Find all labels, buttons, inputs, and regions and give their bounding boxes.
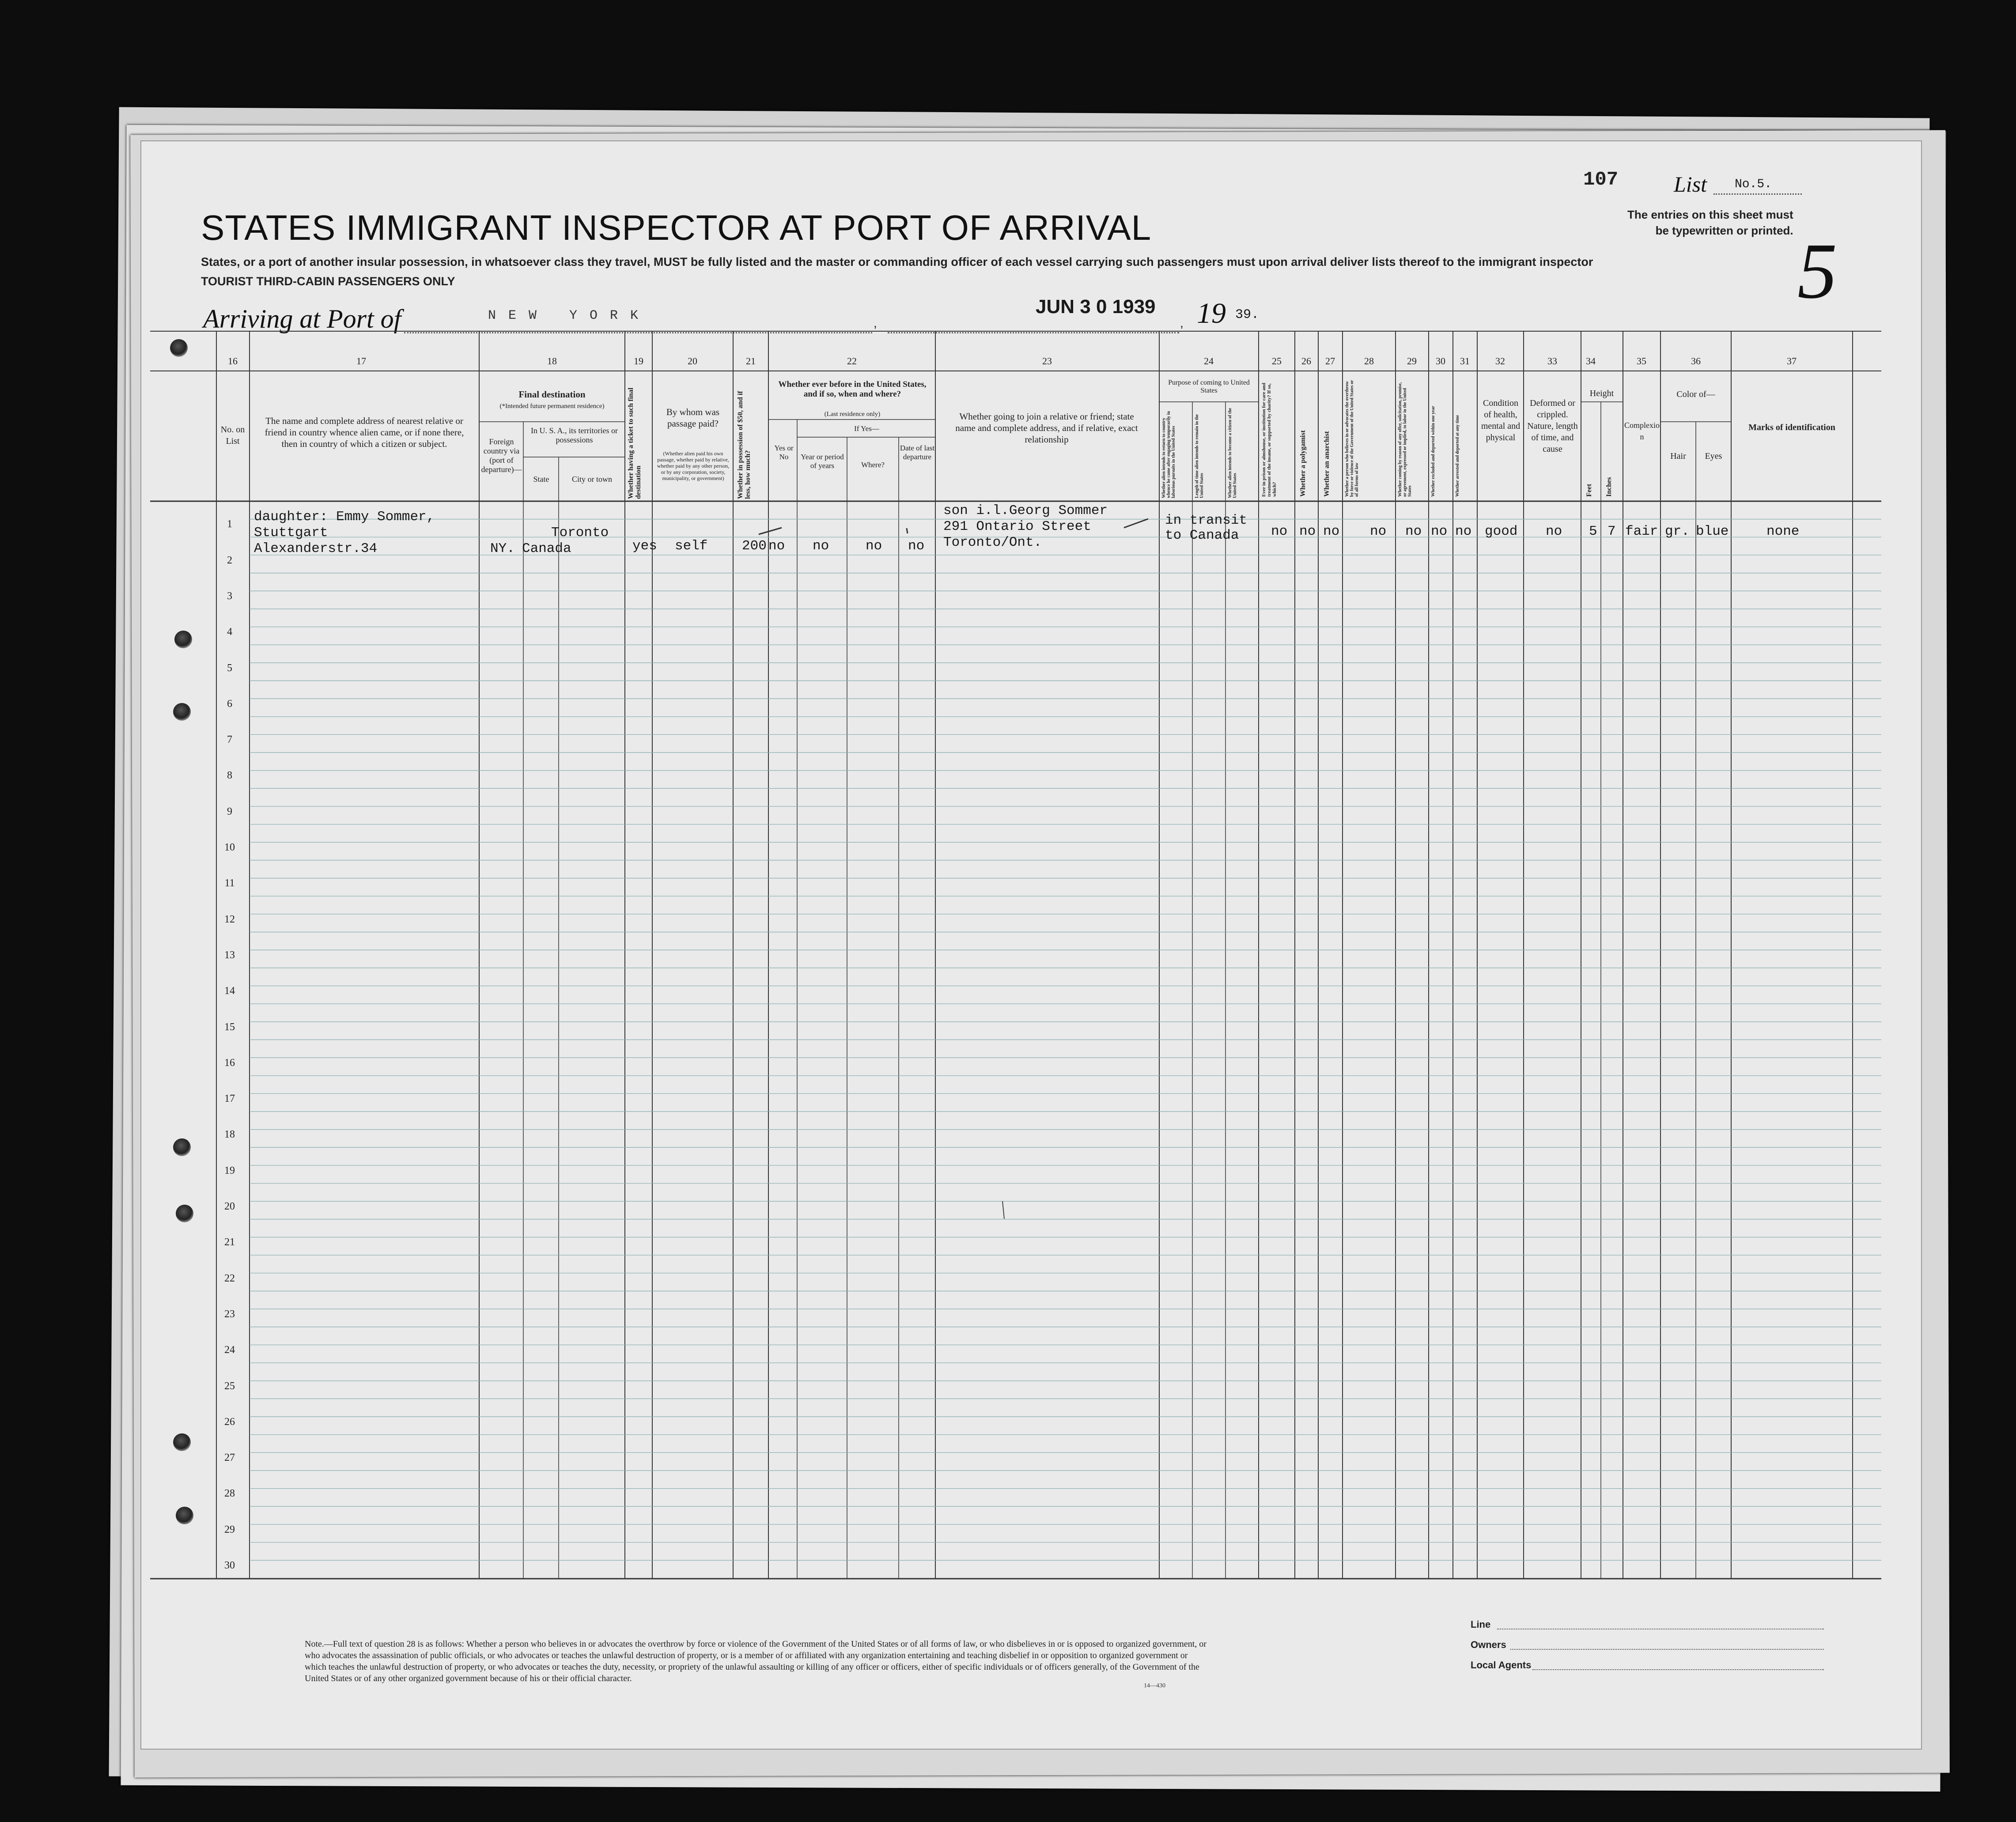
entry-money: 200 — [742, 538, 767, 554]
column-number: 27 — [1325, 355, 1335, 367]
stray-mark — [1002, 1201, 1004, 1219]
agents-field — [1532, 1669, 1824, 1670]
header-polygamist: Whether a polygamist — [1299, 430, 1307, 497]
entry-destination-city-top: Toronto — [551, 525, 609, 541]
comma: , — [874, 316, 877, 330]
entry-marks: none — [1766, 524, 1800, 539]
header-height: Height — [1589, 389, 1614, 398]
row-number: 30 — [224, 1560, 235, 1571]
entry-hair: gr. — [1665, 524, 1690, 539]
row-number: 19 — [224, 1164, 235, 1176]
entry-inches: 7 — [1608, 524, 1616, 539]
row-number: 17 — [224, 1093, 235, 1105]
header-where: Where? — [861, 461, 885, 469]
column-number: 30 — [1436, 355, 1445, 367]
entry-previously-years: no — [813, 538, 829, 554]
header-no-on-list: No. on List — [220, 425, 245, 446]
row-number: 9 — [227, 805, 232, 817]
header-citizen-intent: Whether alien intends to become a citizen of the United States — [1228, 408, 1237, 498]
row-number: 5 — [227, 662, 232, 674]
entry-destination-state: NY. — [490, 541, 515, 556]
row-number: 21 — [224, 1236, 235, 1248]
column-number: 29 — [1407, 355, 1417, 367]
header-arrested: Whether arrested and deported at any time — [1455, 415, 1460, 497]
entry-purpose-line-1: in transit — [1165, 513, 1248, 528]
entry-arrested: no — [1455, 524, 1472, 539]
entry-complexion: fair — [1625, 524, 1658, 539]
entries-note-line: The entries on this sheet must — [1627, 208, 1793, 221]
column-number: 36 — [1691, 355, 1701, 367]
entry-eyes: blue — [1696, 524, 1729, 539]
header-final-destination-note: (*Intended future permanent residence) — [499, 403, 605, 410]
entry-passage-paid: self — [675, 538, 708, 554]
column-number: 33 — [1547, 355, 1557, 367]
row-number: 24 — [224, 1344, 235, 1356]
header-final-destination: Final destination — [518, 389, 586, 400]
row-number: 8 — [227, 770, 232, 782]
header-prison-almshouse: Ever in prison or almshouse, or institution for care and treatment of the insane, or supported by charity? If so, which? — [1261, 382, 1277, 497]
header-if-yes: If Yes— — [854, 424, 879, 433]
header-complexion: Complexion — [1624, 421, 1660, 441]
header-fifty-dollars: Whether in possession of $50, and if less, how much? — [737, 391, 752, 499]
row-number: 20 — [224, 1201, 235, 1212]
page-title: STATES IMMIGRANT INSPECTOR AT PORT OF ARRIVAL — [201, 208, 1152, 247]
owners-label: Owners — [1471, 1639, 1506, 1650]
row-number: 1 — [227, 518, 232, 530]
row-number: 6 — [227, 698, 232, 710]
entry-excluded: no — [1431, 524, 1448, 539]
row-number: 18 — [224, 1129, 235, 1141]
header-ticket: Whether having a ticket to such final destination — [627, 387, 642, 499]
header-eyes: Eyes — [1705, 451, 1722, 461]
header-nearest-relative: The name and complete address of nearest relative or friend in country whence alien came, or if none there, then in country of which a citizen or subject. — [265, 416, 464, 449]
entry-deformed: no — [1546, 524, 1562, 539]
row-number: 29 — [224, 1523, 235, 1535]
list-label: List — [1674, 172, 1707, 197]
row-number: 25 — [224, 1380, 235, 1392]
entry-health: good — [1485, 524, 1518, 539]
entry-joining-line-2: 291 Ontario Street — [943, 519, 1091, 534]
column-number: 34 — [1586, 355, 1596, 367]
entry-polygamist: no — [1299, 524, 1316, 539]
header-deformed: Deformed or crippled. Nature, length of time, and cause — [1527, 398, 1578, 454]
header-excluded: Whether excluded and deported within one year — [1431, 406, 1436, 497]
header-length-of-stay: Length of time alien intends to remain in the United States — [1195, 414, 1204, 498]
header-date-departure: Date of last departure — [900, 444, 935, 461]
entry-question-28: no — [1370, 524, 1387, 539]
agents-label: Local Agents — [1471, 1659, 1532, 1671]
header-color-of: Color of— — [1676, 389, 1715, 399]
column-number: 18 — [547, 355, 557, 367]
header-yes-no: Yes or No — [774, 444, 794, 461]
header-feet: Feet — [1585, 484, 1593, 497]
row-number: 23 — [224, 1308, 235, 1320]
entry-destination-city: Canada — [522, 541, 571, 556]
header-years: Year or period of years — [801, 453, 844, 470]
entry-relative-line-1: daughter: Emmy Sommer, — [254, 509, 435, 525]
comma: , — [1180, 316, 1184, 330]
entry-anarchist: no — [1323, 524, 1340, 539]
column-number: 22 — [847, 355, 857, 367]
header-previously-in-us: Whether ever before in the United States, and if so, when and where? — [778, 380, 927, 399]
port-name: NEW YORK — [488, 308, 651, 323]
row-number: 15 — [224, 1021, 235, 1033]
header-question-28: Whether a person who believes in or advocates the overthrow by force or violence of the Government of the United States or of all forms of law — [1345, 380, 1359, 497]
entry-previously-where: no — [866, 538, 882, 554]
header-return-intent: Whether alien intends to return to country whence he came after engaging temporarily in laborious pursuits in the United States — [1161, 411, 1176, 498]
line-label: Line — [1471, 1619, 1491, 1630]
header-labor-offer: Whether coming by reason of any offer, solicitation, promise, or agreement, expressed or implied, to labor in the United States — [1398, 382, 1412, 497]
column-number: 23 — [1042, 355, 1052, 367]
entry-labor-offer: no — [1405, 524, 1422, 539]
column-number: 25 — [1272, 355, 1282, 367]
row-number: 16 — [224, 1057, 235, 1069]
header-last-residence: (Last residence only) — [824, 411, 881, 418]
header-city: City or town — [571, 475, 612, 484]
column-number: 28 — [1364, 355, 1374, 367]
row-number: 10 — [224, 842, 235, 853]
column-number: 26 — [1301, 355, 1311, 367]
entry-prison: no — [1271, 524, 1288, 539]
row-number: 22 — [224, 1272, 235, 1284]
column-number: 16 — [228, 355, 238, 367]
list-number: No.5. — [1735, 178, 1772, 191]
header-in-usa: In U. S. A., its territories or possessions — [531, 426, 618, 444]
header-inches: Inches — [1605, 477, 1613, 497]
entry-relative-line-2: Stuttgart — [254, 525, 328, 541]
check-mark — [1124, 519, 1148, 528]
header-anarchist: Whether an anarchist — [1323, 431, 1331, 497]
row-number: 3 — [227, 590, 232, 602]
entries-note-line: be typewritten or printed. — [1655, 224, 1793, 237]
passenger-class: TOURIST THIRD-CABIN PASSENGERS ONLY — [201, 275, 455, 288]
row-number: 14 — [224, 985, 235, 997]
header-health: Condition of health, mental and physical — [1481, 398, 1521, 442]
entry-purpose-line-2: to Canada — [1165, 528, 1239, 543]
page-number: 107 — [1583, 169, 1619, 191]
header-state: State — [533, 475, 549, 484]
row-number: 12 — [224, 913, 235, 925]
header-purpose: Purpose of coming to United States — [1168, 379, 1250, 394]
entry-joining-line-3: Toronto/Ont. — [943, 535, 1042, 550]
row-number: 7 — [227, 734, 232, 746]
arrival-date: JUN 3 0 1939 — [1036, 296, 1156, 318]
column-number: 37 — [1787, 355, 1797, 367]
row-number: 11 — [224, 877, 235, 889]
year-prefix: 19 — [1197, 297, 1226, 329]
instructions: States, or a port of another insular possession, in whatsoever class they travel, MUST be fully listed and the master or commanding officer of each vessel carrying such passengers must upon arrival deliver lists thereof to the immigrant inspector — [201, 255, 1593, 268]
column-number: 20 — [688, 355, 697, 367]
column-number: 35 — [1637, 355, 1646, 367]
arriving-label: Arriving at Port of — [203, 304, 401, 333]
entry-previously-yes-no: no — [768, 538, 785, 554]
entry-feet: 5 — [1589, 524, 1597, 539]
row-number: 13 — [224, 949, 235, 961]
column-number: 24 — [1204, 355, 1214, 367]
check-mark — [907, 528, 908, 533]
entry-relative-line-3: Alexanderstr.34 — [254, 541, 378, 556]
form-number: 14—430 — [1144, 1682, 1165, 1689]
column-number: 21 — [746, 355, 756, 367]
question-28-note: Note.—Full text of question 28 is as follows: Whether a person who believes in or advocates the overthrow by force or violence of the Government of the United States or of all forms of law, or who disbelieves in or is opposed to organized government, or who advocates the assassination of public officials, or who advocates or teaches the unlawful destruction of property, or is a member of or affiliated with any organization entertaining and teaching disbelief in or opposition to organized government or which teaches the unlawful destruction of property, or who advocates or teaches the duty, necessity, or propriety of the unlawful assaulting or killing of any officer or officers, either of specific individuals or of officers generally, of the Government of the United States or of any other organized government because of his or their official character. — [305, 1639, 1207, 1683]
header-hair: Hair — [1670, 451, 1686, 461]
header-marks: Marks of identification — [1748, 423, 1835, 432]
header-passage-paid: By whom was passage paid? — [666, 407, 720, 429]
entry-previously-date: no — [908, 538, 925, 554]
row-number: 27 — [224, 1452, 235, 1464]
column-number: 31 — [1460, 355, 1470, 367]
row-number: 4 — [227, 626, 232, 638]
row-number: 28 — [224, 1488, 235, 1500]
column-number: 19 — [634, 355, 643, 367]
handwritten-number: 5 — [1797, 227, 1837, 315]
check-mark — [759, 528, 782, 534]
header-passage-paid-note: (Whether alien paid his own passage, whether paid by relative, whether paid by any other person, or by any corporation, society, municipality, or government) — [657, 450, 730, 481]
header-joining-relative: Whether going to join a relative or friend; state name and complete address, and if relative, exact relationship — [955, 411, 1138, 445]
entry-joining-line-1: son i.l.Georg Sommer — [943, 503, 1108, 518]
row-number: 26 — [224, 1416, 235, 1428]
header-foreign-country: Foreign country via (port of departure)— — [481, 437, 522, 474]
entry-ticket: yes — [632, 538, 657, 554]
column-number: 17 — [356, 355, 366, 367]
row-number: 2 — [227, 554, 232, 566]
column-number: 32 — [1495, 355, 1505, 367]
year-suffix: 39. — [1235, 307, 1260, 322]
owners-field — [1510, 1649, 1824, 1650]
